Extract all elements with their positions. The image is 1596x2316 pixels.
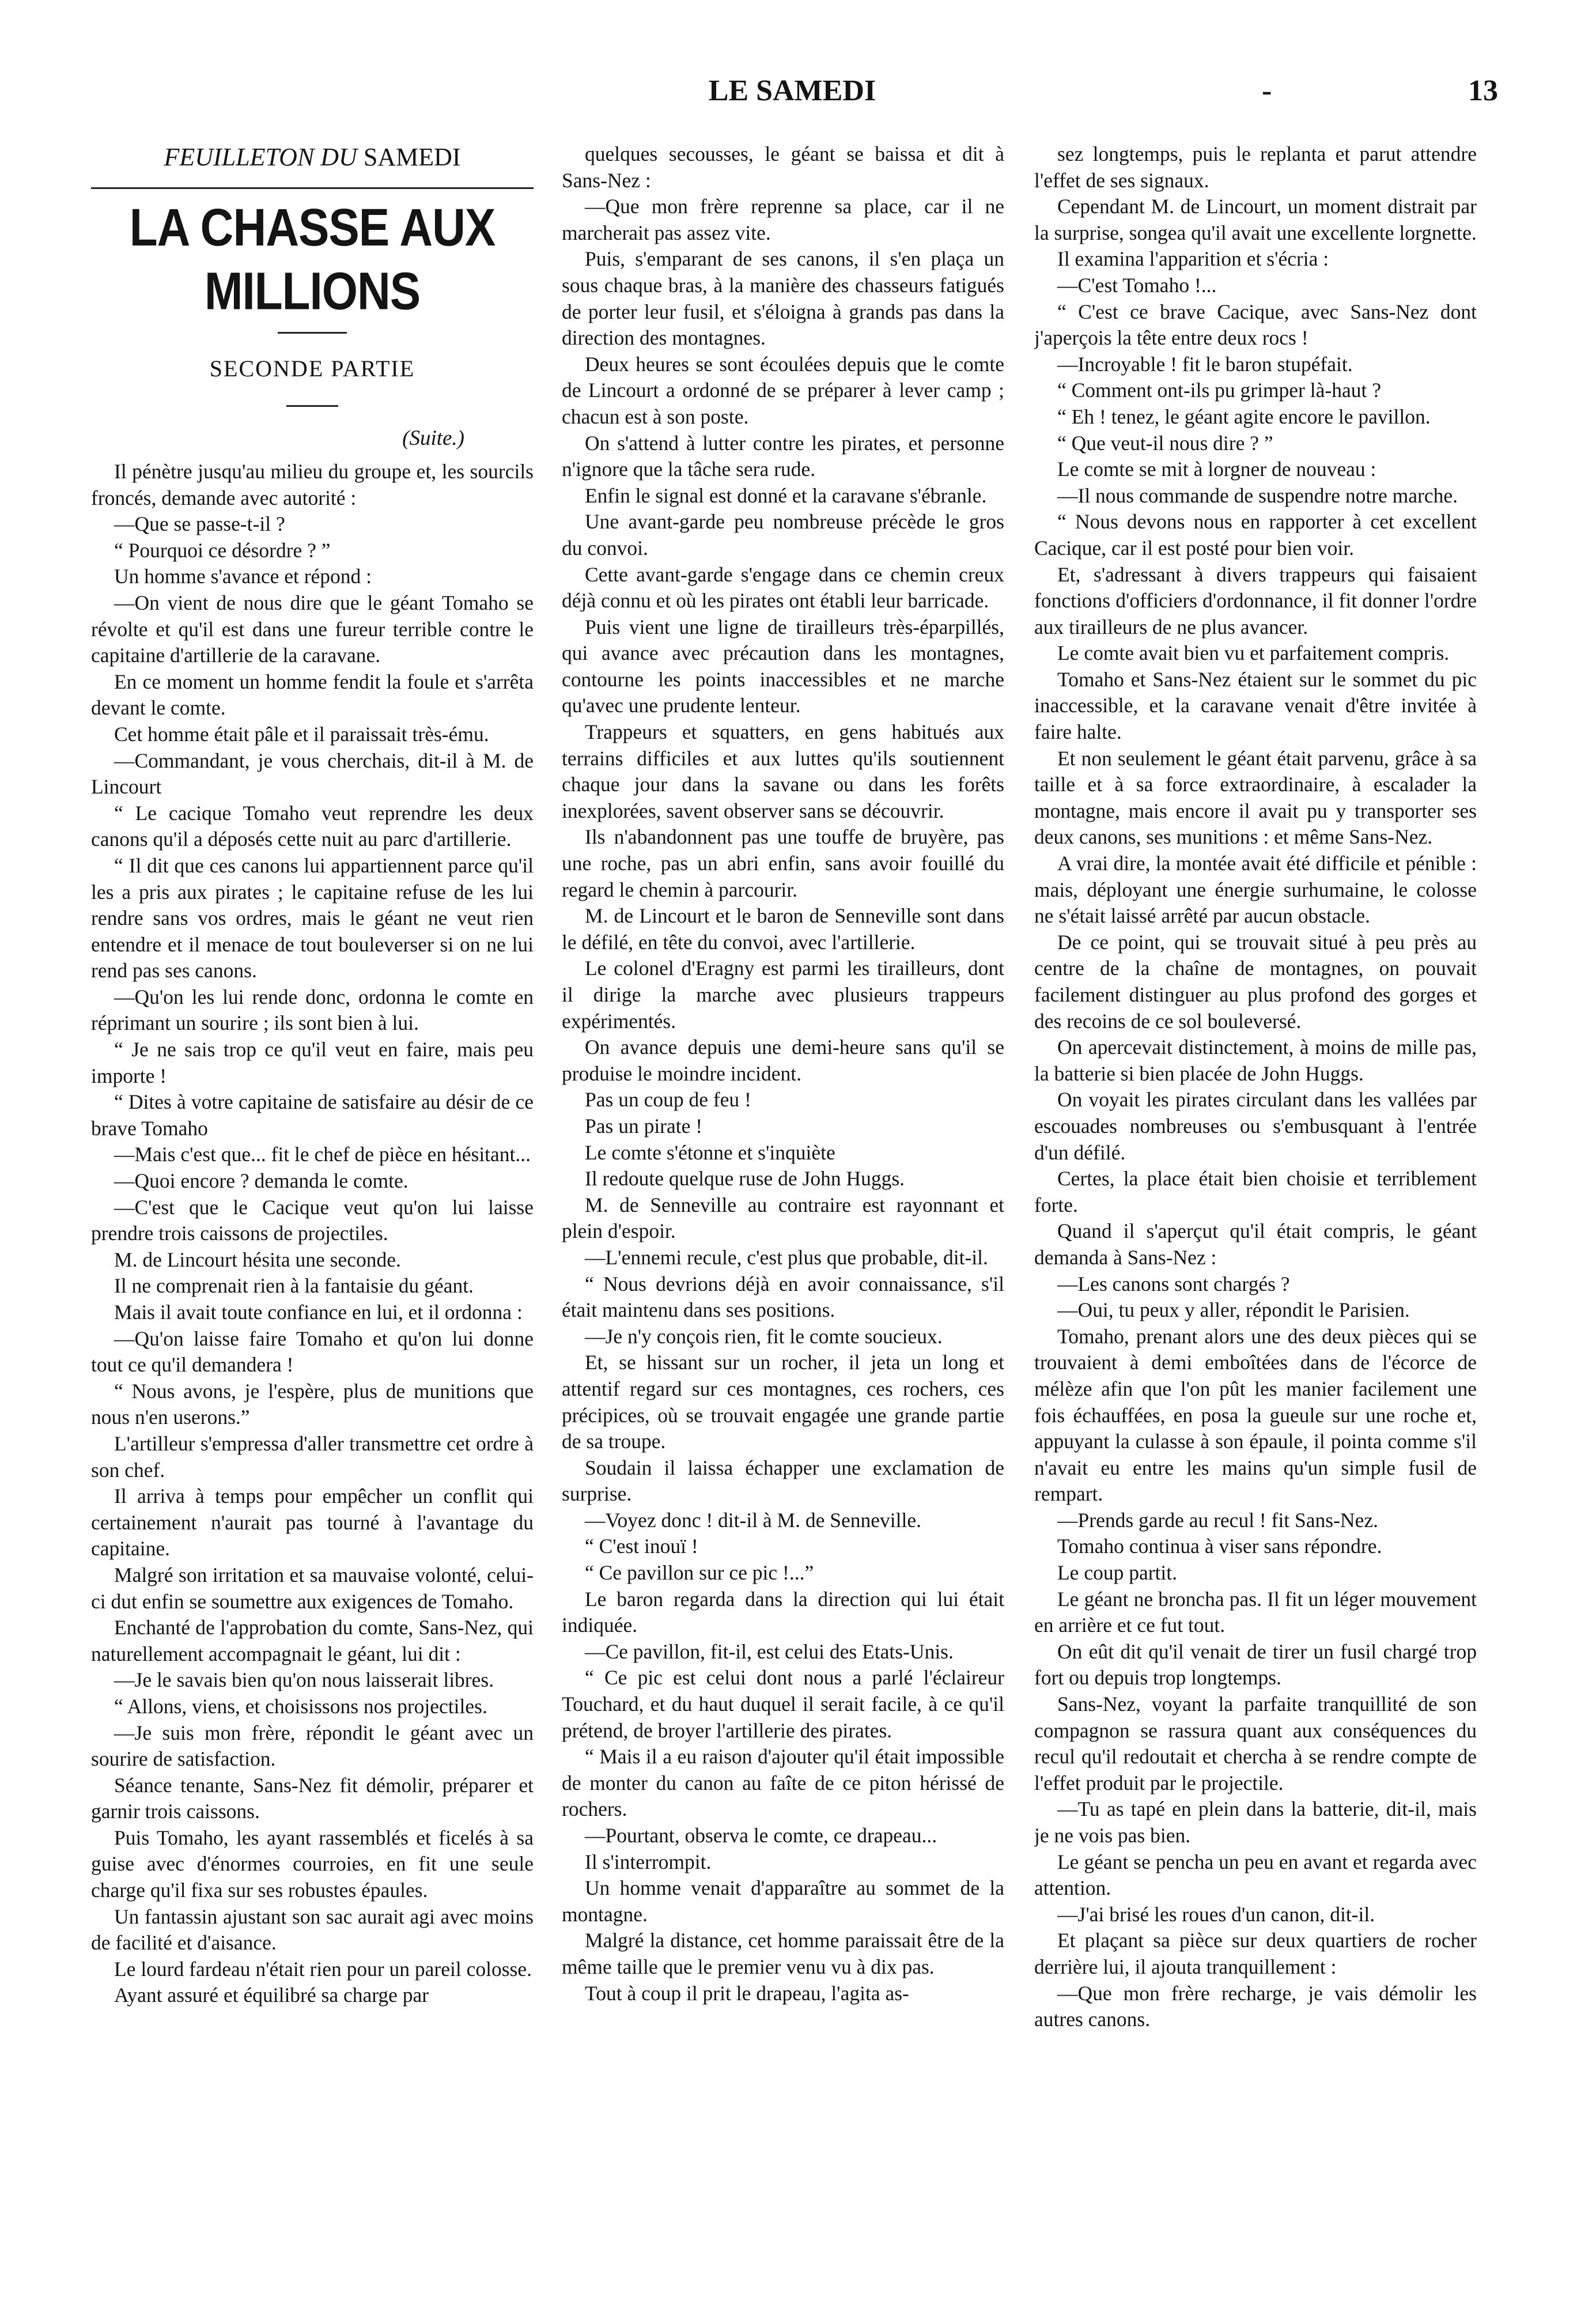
paragraph: —Oui, tu peux y aller, répondit le Parisien. (1057, 1298, 1410, 1322)
paragraph: “ Il dit que ces canons lui appartiennent parce qu'il les a pris aux pirates ; le capitaine refuse de les lui rendre sans vos ordres, mais le géant ne veut rien entendre et il menace de tout bouleverser si on ne lui rend pas ses canons. (91, 853, 534, 983)
paragraph: —Incroyable ! fit le baron stupéfait. (1057, 352, 1353, 376)
paragraph: —C'est que le Cacique veut qu'on lui laisse prendre trois caissons de projectiles. (91, 1195, 534, 1245)
paragraph: On apercevait distinctement, à moins de mille pas, la batterie si bien placée de John Huggs. (1034, 1036, 1477, 1085)
paragraph: M. de Lincourt et le baron de Senneville sont dans le défilé, en tête du convoi, avec l'artillerie. (562, 904, 1004, 954)
paragraph: M. de Lincourt hésita une seconde. (114, 1248, 401, 1271)
paragraph: “ Ce pic est celui dont nous a parlé l'éclaireur Touchard, et du haut duquel il serait facile, à ce qu'il prétend, de broyer l'artillerie des pirates. (562, 1666, 1004, 1742)
paragraph: Cependant M. de Lincourt, un moment distrait par la surprise, songea qu'il avait une excellente lorgnette. (1034, 195, 1477, 244)
paragraph: Un fantassin ajustant son sac aurait agi avec moins de facilité et d'aisance. (91, 1905, 534, 1955)
paragraph: —Voyez donc ! dit-il à M. de Senneville. (585, 1508, 921, 1532)
paragraph: Ils n'abandonnent pas une touffe de bruyère, pas une roche, pas un abri enfin, sans avoir fouillé du regard le chemin à parcourir. (562, 825, 1004, 901)
paragraph: M. de Senneville au contraire est rayonnant et plein d'espoir. (562, 1193, 1004, 1243)
column-3-body (1034, 141, 1477, 2033)
paragraph: Une avant-garde peu nombreuse précède le gros du convoi. (562, 510, 1004, 560)
paragraph: “ Ce pavillon sur ce pic !...” (585, 1561, 814, 1585)
column-1 (91, 141, 534, 2296)
paragraph: Et plaçant sa pièce sur deux quartiers de rocher derrière lui, il ajouta tranquillement : (1034, 1929, 1477, 1978)
paragraph: Tomaho continua à viser sans répondre. (1057, 1535, 1382, 1558)
paragraph: “ Que veut-il nous dire ? ” (1057, 431, 1273, 455)
paragraph: “ Nous avons, je l'espère, plus de munitions que nous n'en userons.” (91, 1379, 534, 1429)
paragraph: Mais il avait toute confiance en lui, et il ordonna : (114, 1301, 523, 1324)
paragraph: Le lourd fardeau n'était rien pour un pareil colosse. (114, 1957, 532, 1981)
paragraph: Il examina l'apparition et s'écria : (1057, 247, 1329, 271)
paragraph: Quand il s'aperçut qu'il était compris, le géant demanda à Sans-Nez : (1034, 1219, 1477, 1269)
story-title: LA CHASSE AUX MILLIONS (129, 198, 496, 320)
column-2-body (562, 141, 1004, 2007)
paragraph: Le géant ne broncha pas. Il fit un léger mouvement en arrière et ce fut tout. (1034, 1587, 1477, 1637)
paragraph: “ Pourquoi ce désordre ? ” (114, 538, 331, 562)
paragraph: —Que se passe-t-il ? (114, 512, 285, 536)
paragraph: sez longtemps, puis le replanta et parut attendre l'effet de ses signaux. (1034, 142, 1477, 192)
paragraph: quelques secousses, le géant se baissa et dit à Sans-Nez : (562, 142, 1004, 192)
paragraph: Le colonel d'Eragny est parmi les tirailleurs, dont il dirige la marche avec plusieurs trappeurs expérimentés. (562, 957, 1004, 1033)
paragraph: “ Allons, viens, et choisissons nos projectiles. (114, 1694, 487, 1718)
paragraph: —J'ai brisé les roues d'un canon, dit-il. (1057, 1902, 1375, 1926)
paragraph: Un homme venait d'apparaître au sommet de la montagne. (562, 1876, 1004, 1926)
paragraph: Le coup partit. (1057, 1561, 1177, 1585)
paragraph: “ Nous devrions déjà en avoir connaissance, s'il était maintenu dans ses positions. (562, 1272, 1004, 1322)
paragraph: “ Mais il a eu raison d'ajouter qu'il était impossible de monter du canon au faîte de ce piton hérissé de rochers. (562, 1745, 1004, 1821)
paragraph: —Commandant, je vous cherchais, dit-il à M. de Lincourt (91, 749, 534, 799)
feuilleton-label (91, 141, 534, 173)
paragraph: Et, se hissant sur un rocher, il jeta un long et attentif regard sur ces montagnes, ces rochers, ces précipices, où se trouvait engagée une grande partie de sa troupe. (562, 1351, 1004, 1453)
paragraph: Deux heures se sont écoulées depuis que le comte de Lincourt a ordonné de se préparer à lever camp ; chacun est à son poste. (562, 352, 1004, 428)
paragraph: Le baron regarda dans la direction qui lui était indiquée. (562, 1587, 1004, 1637)
paragraph: —Ce pavillon, fit-il, est celui des Etats-Unis. (585, 1639, 954, 1663)
paragraph: “ Comment ont-ils pu grimper là-haut ? (1057, 379, 1381, 402)
paragraph: A vrai dire, la montée avait été difficile et pénible : mais, déployant une énergie surhumaine, le colosse ne s'était laissé arrêté par aucun obstacle. (1034, 852, 1477, 928)
column-3 (1034, 141, 1477, 2296)
paragraph: —Les canons sont chargés ? (1057, 1272, 1290, 1295)
suite-label: (Suite.) (402, 426, 464, 450)
paragraph: “ Dites à votre capitaine de satisfaire au désir de ce brave Tomaho (91, 1090, 534, 1140)
paragraph: —Pourtant, observa le comte, ce drapeau... (585, 1824, 937, 1847)
paragraph: Séance tenante, Sans-Nez fit démolir, préparer et garnir trois caissons. (91, 1773, 534, 1823)
paragraph: Il redoute quelque ruse de John Huggs. (585, 1167, 905, 1191)
paragraph: En ce moment un homme fendit la foule et s'arrêta devant le comte. (91, 670, 534, 720)
paragraph: —Je n'y conçois rien, fit le comte soucieux. (585, 1324, 943, 1348)
paragraph: Il ne comprenait rien à la fantaisie du géant. (114, 1274, 474, 1298)
header-dash: - (1262, 74, 1272, 107)
paragraph: —On vient de nous dire que le géant Tomaho se révolte et qu'il est dans une fureur terrible contre le capitaine d'artillerie de la caravane. (91, 591, 534, 667)
page-header (86, 74, 1498, 108)
paragraph: Et non seulement le géant était parvenu, grâce à sa taille et à sa force extraordinaire, à escalader la montagne, mais encore il avait pu y transporter ses deux canons, ses munitions : et même Sans-Nez. (1034, 746, 1477, 849)
paragraph: Il arriva à temps pour empêcher un conflit qui certainement n'aurait pas tourné à l'avantage du capitaine. (91, 1484, 534, 1561)
paragraph: —Qu'on laisse faire Tomaho et qu'on lui donne tout ce qu'il demandera ! (91, 1327, 534, 1377)
paragraph: —Prends garde au recul ! fit Sans-Nez. (1057, 1508, 1378, 1532)
paragraph: On voyait les pirates circulant dans les vallées par escouades nombreuses ou s'embusquant à l'entrée d'un défilé. (1034, 1088, 1477, 1164)
newspaper-title: LE SAMEDI (708, 74, 876, 107)
paragraph: Tout à coup il prit le drapeau, l'agita as- (585, 1981, 909, 2005)
paragraph: Le comte se mit à lorgner de nouveau : (1057, 458, 1376, 481)
paragraph: Pas un pirate ! (585, 1114, 703, 1138)
paragraph: Le géant se pencha un peu en avant et regarda avec attention. (1034, 1850, 1477, 1900)
paragraph: Puis vient une ligne de tirailleurs très-éparpillés, qui avance avec précaution dans les montagnes, contourne les points inaccessibles et ne marche qu'avec une prudente lenteur. (562, 615, 1004, 717)
paragraph: Il s'interrompit. (585, 1850, 712, 1873)
paragraph: —Que mon frère reprenne sa place, car il ne marcherait pas assez vite. (562, 195, 1004, 244)
paragraph: “ C'est ce brave Cacique, avec Sans-Nez dont j'aperçois la tête entre deux rocs ! (1034, 300, 1477, 350)
title-rule (91, 187, 534, 189)
paragraph: Ayant assuré et équilibré sa charge par (114, 1983, 429, 2007)
paragraph: De ce point, qui se trouvait situé à peu près au centre de la chaîne de montagnes, on pouvait facilement distinguer au plus profond des gorges et des recoins de ce sol bouleversé. (1034, 930, 1477, 1033)
paragraph: On avance depuis une demi-heure sans qu'il se produise le moindre incident. (562, 1036, 1004, 1085)
short-divider-2 (286, 405, 338, 407)
paragraph: Tomaho et Sans-Nez étaient sur le sommet du pic inaccessible, et la caravane venait d'être invitée à faire halte. (1034, 667, 1477, 744)
paragraph: —C'est Tomaho !... (1057, 273, 1217, 297)
paragraph: —Je le savais bien qu'on nous laisserait libres. (114, 1668, 494, 1692)
paragraph: “ Je ne sais trop ce qu'il veut en faire, mais peu importe ! (91, 1038, 534, 1087)
paragraph: Trappeurs et squatters, en gens habitués aux terrains difficiles et aux luttes qu'ils soutiennent chaque jour dans la savane ou dans les forêts inexplorées, savent observer sans se découvrir. (562, 720, 1004, 822)
paragraph: —L'ennemi recule, c'est plus que probable, dit-il. (585, 1245, 988, 1269)
paragraph: —Je suis mon frère, répondit le géant avec un sourire de satisfaction. (91, 1721, 534, 1771)
paragraph: Enfin le signal est donné et la caravane s'ébranle. (585, 483, 987, 507)
paragraph: Cette avant-garde s'engage dans ce chemin creux déjà connu et où les pirates ont établi leur barricade. (562, 562, 1004, 613)
paragraph: “ C'est inouï ! (585, 1535, 698, 1558)
paragraph: L'artilleur s'empressa d'aller transmettre cet ordre à son chef. (91, 1431, 534, 1482)
paragraph: Soudain il laissa échapper une exclamation de surprise. (562, 1456, 1004, 1506)
paragraph: Un homme s'avance et répond : (114, 565, 372, 588)
page-number: 13 (1468, 74, 1498, 107)
paragraph: Le comte s'étonne et s'inquiète (585, 1140, 835, 1164)
part-heading: SECONDE PARTIE (209, 356, 415, 381)
paragraph: Puis, s'emparant de ses canons, il s'en plaça un sous chaque bras, à la manière des chasseurs fatigués de porter leur fusil, et s'éloigna à grands pas dans la direction des montagnes. (562, 247, 1004, 350)
paragraph: Il pénètre jusqu'au milieu du groupe et, les sourcils froncés, demande avec autorité : (91, 460, 534, 509)
feuilleton-label-caps: SAMEDI (363, 143, 461, 171)
paragraph: “ Eh ! tenez, le géant agite encore le pavillon. (1057, 405, 1431, 428)
paragraph: “ Nous devons nous en rapporter à cet excellent Cacique, car il est posté pour bien voir. (1034, 510, 1477, 560)
paragraph: Sans-Nez, voyant la parfaite tranquillité de son compagnon se rassura quant aux conséquences du recul qu'il redoutait et chercha à se rendre compte de l'effet produit par le projectile. (1034, 1692, 1477, 1794)
paragraph: Et, s'adressant à divers trappeurs qui faisaient fonctions d'officiers d'ordonnance, il fit donner l'ordre aux tirailleurs de ne plus avancer. (1034, 562, 1477, 638)
paragraph: —Que mon frère recharge, je vais démolir les autres canons. (1034, 1981, 1477, 2031)
column-2 (562, 141, 1004, 2296)
paragraph: Le comte avait bien vu et parfaitement compris. (1057, 641, 1450, 665)
feuilleton-label-italic: FEUILLETON DU (164, 143, 357, 171)
paragraph: Puis Tomaho, les ayant rassemblés et ficelés à sa guise avec d'énormes courroies, en fit une seule charge qu'il fixa sur ses robustes épaules. (91, 1826, 534, 1902)
paragraph: Enchanté de l'approbation du comte, Sans-Nez, qui naturellement accompagnait le géant, lui dit : (91, 1616, 534, 1665)
paragraph: Malgré son irritation et sa mauvaise volonté, celui-ci dut enfin se soumettre aux exigences de Tomaho. (91, 1563, 534, 1613)
paragraph: —Tu as tapé en plein dans la batterie, dit-il, mais je ne vois pas bien. (1034, 1797, 1477, 1847)
paragraph: Certes, la place était bien choisie et terriblement forte. (1034, 1167, 1477, 1216)
paragraph: —Mais c'est que... fit le chef de pièce en hésitant... (114, 1143, 531, 1166)
paragraph: —Quoi encore ? demanda le comte. (114, 1169, 409, 1193)
short-divider (278, 332, 347, 334)
paragraph: —Il nous commande de suspendre notre marche. (1057, 483, 1458, 507)
paragraph: On s'attend à lutter contre les pirates, et personne n'ignore que la tâche sera rude. (562, 431, 1004, 481)
paragraph: Cet homme était pâle et il paraissait très-ému. (114, 722, 489, 746)
paragraph: —Qu'on les lui rende donc, ordonna le comte en réprimant un sourire ; ils sont bien à lui. (91, 985, 534, 1035)
paragraph: Malgré la distance, cet homme paraissait être de la même taille que le premier venu vu à dix pas. (562, 1929, 1004, 1978)
paragraph: Tomaho, prenant alors une des deux pièces qui se trouvaient à demi emboîtées dans de l'écorce de mélèze afin que l'on pût les manier facilement une fois échauffées, en posa la gueule sur une roche et, appuyant la culasse à son épaule, il pointa comme s'il n'avait eu entre les mains qu'un simple fusil de rempart. (1034, 1324, 1477, 1506)
column-1-body (91, 459, 534, 2009)
paragraph: On eût dit qu'il venait de tirer un fusil chargé trop fort ou depuis trop longtemps. (1034, 1639, 1477, 1690)
paragraph: “ Le cacique Tomaho veut reprendre les deux canons qu'il a déposés cette nuit au parc d'artillerie. (91, 801, 534, 851)
paragraph: Pas un coup de feu ! (585, 1088, 751, 1112)
